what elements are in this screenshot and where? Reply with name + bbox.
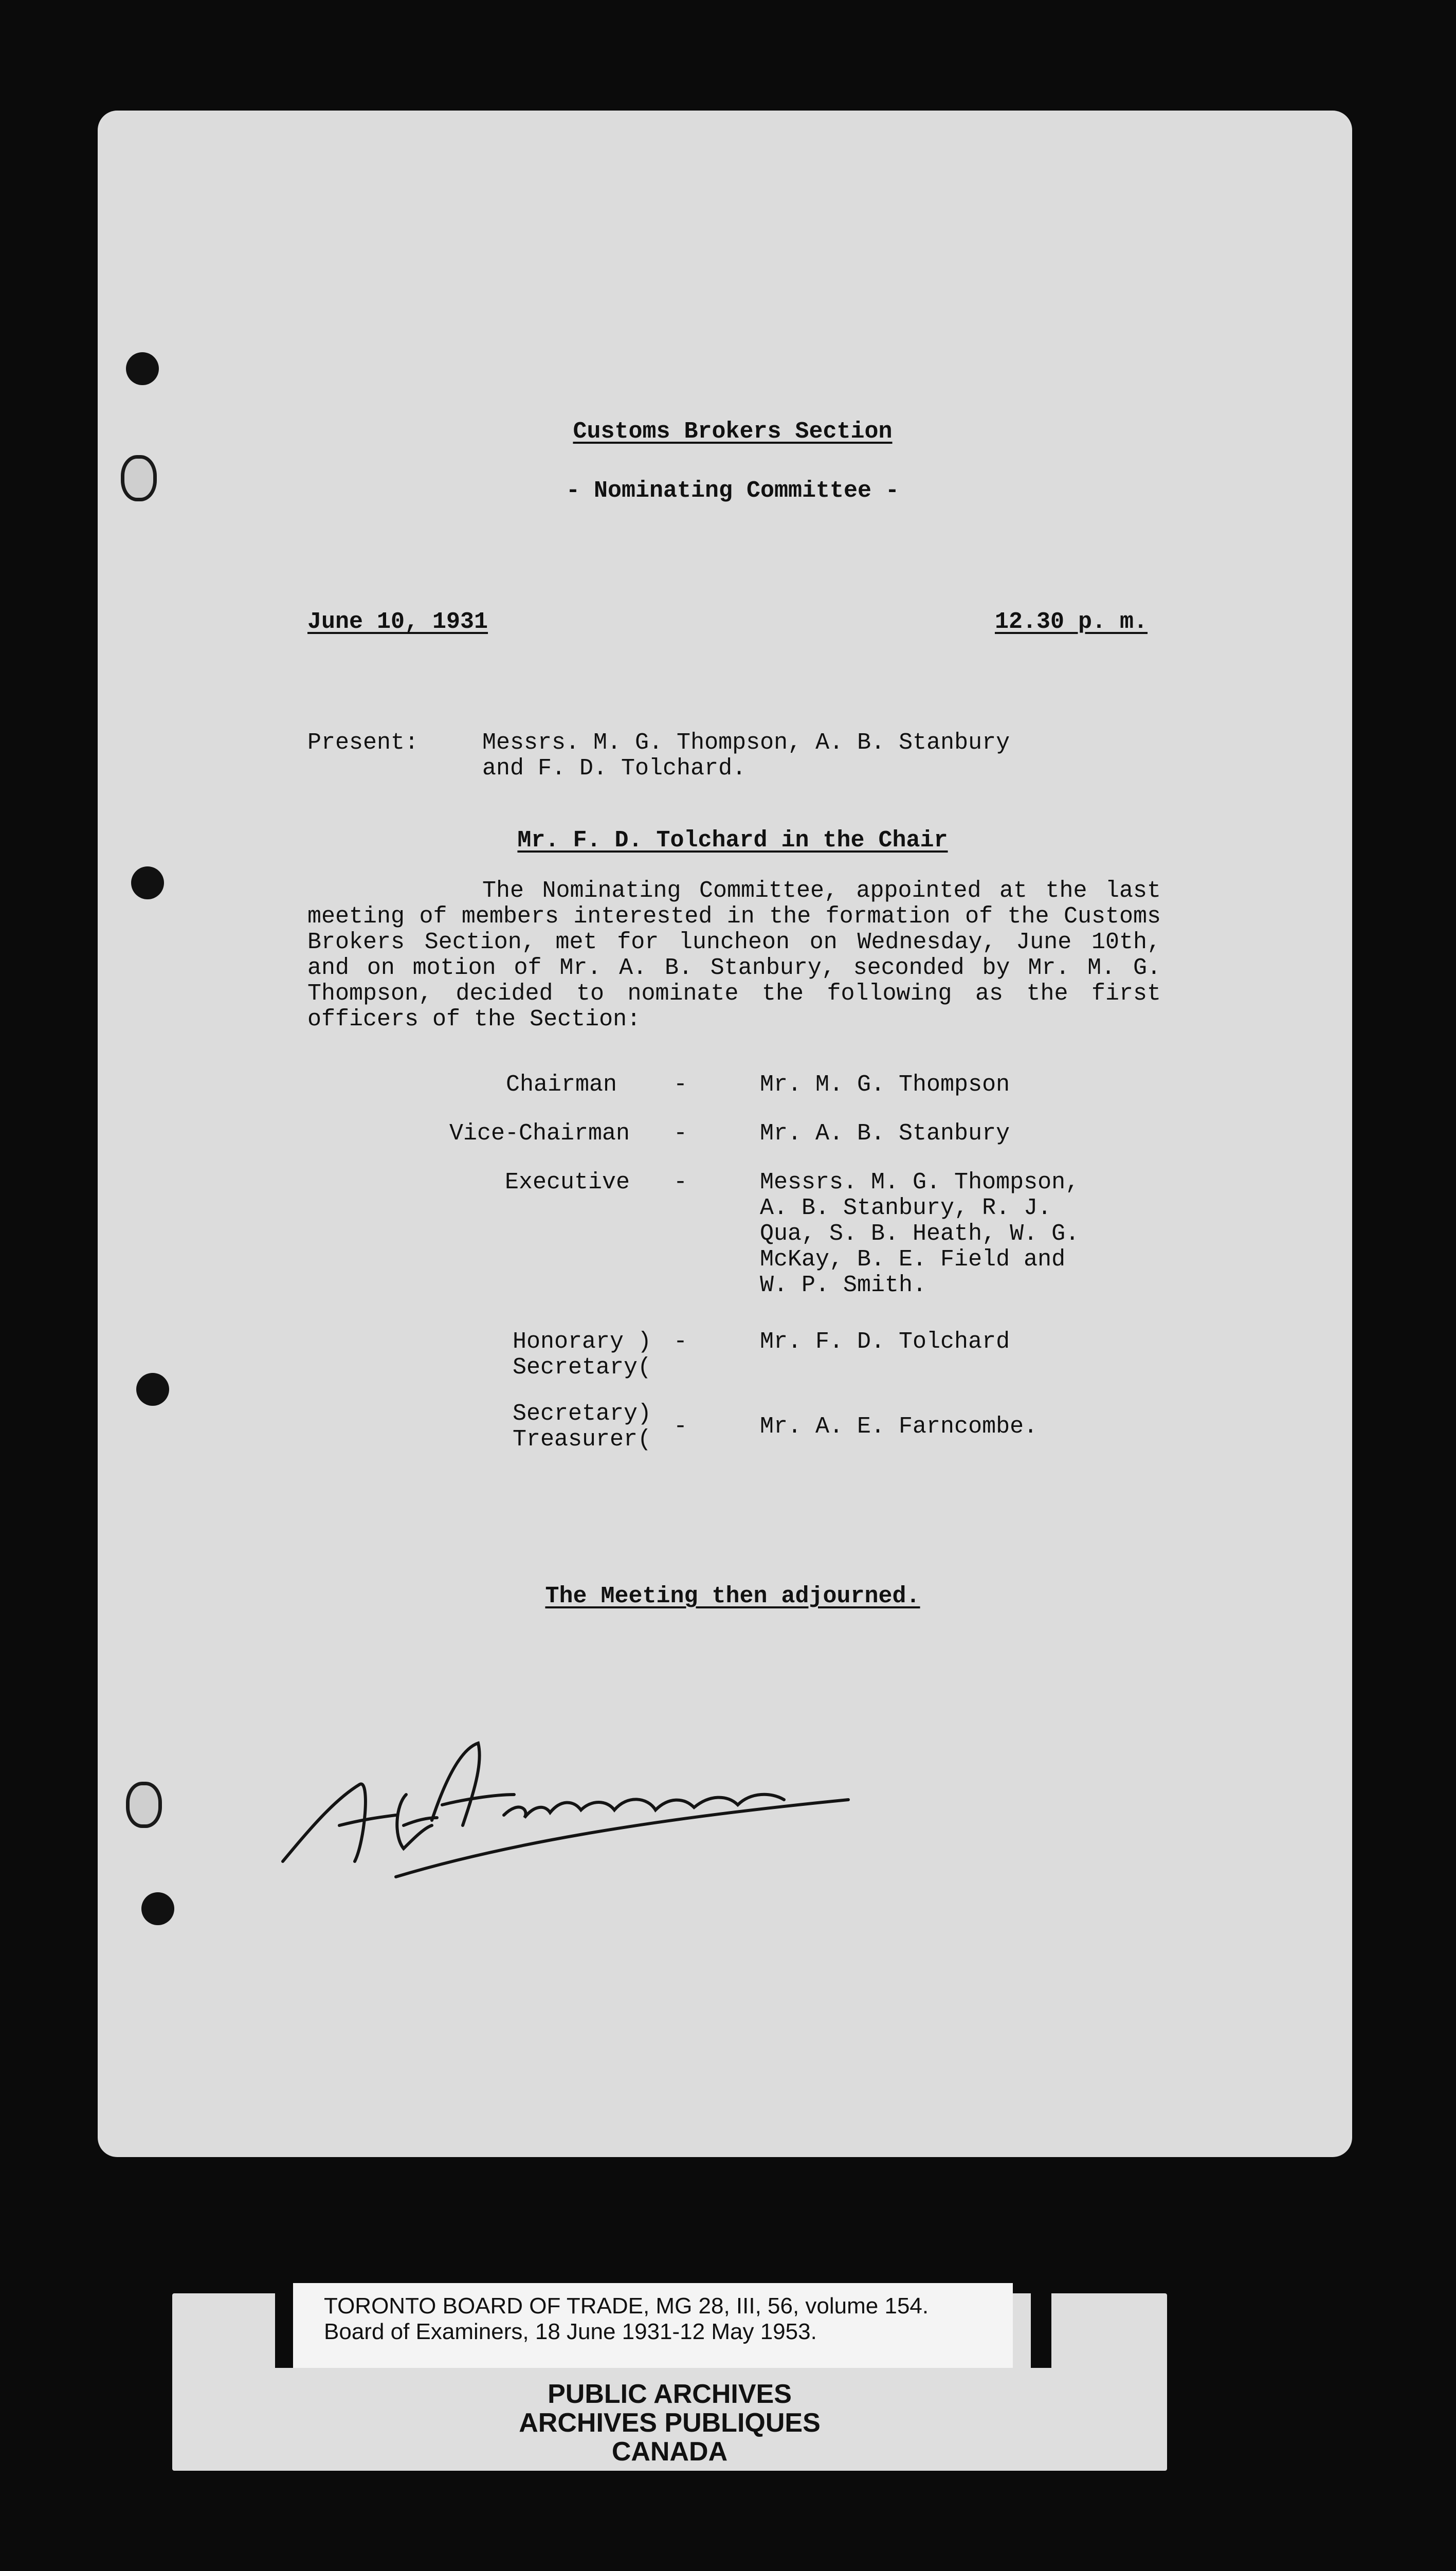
officer-dash: - — [674, 1072, 688, 1098]
officer-name: Messrs. M. G. Thompson, A. B. Stanbury, R. J. Qua, S. B. Heath, W. G. McKay, B. E. Field and W. P. Smith. — [760, 1169, 1080, 1298]
archive-reference-label — [293, 2283, 1013, 2368]
closing-line: The Meeting then adjourned. — [545, 1583, 920, 1609]
meeting-date: June 10, 1931 — [307, 609, 488, 635]
officer-role: Chairman — [505, 1072, 617, 1098]
punch-hole — [131, 866, 164, 899]
label-notch — [275, 2293, 293, 2368]
officer-name: Mr. M. G. Thompson — [760, 1072, 1010, 1098]
minutes-paragraph — [307, 878, 1161, 1033]
officer-role: Secretary) Treasurer( — [513, 1401, 652, 1453]
archive-stamp — [172, 2370, 1167, 2471]
officer-dash: - — [674, 1329, 688, 1355]
officer-dash: - — [674, 1169, 688, 1196]
punch-hole — [141, 1892, 174, 1925]
meeting-time: 12.30 p. m. — [995, 609, 1148, 635]
officer-role: Vice-Chairman — [449, 1120, 630, 1147]
officer-name: Mr. F. D. Tolchard — [760, 1329, 1010, 1355]
officer-dash: - — [674, 1120, 688, 1147]
officer-dash: - — [674, 1414, 688, 1440]
minutes-paragraph-text: The Nominating Committee, appointed at the last meeting of members interested in the formation of the Customs Brokers Section, met for luncheon on Wednesday, June 10th, and on motion of Mr. A. B. Stanbury, seconded by Mr. M. G. Thompson, decided to nominate the following as the first officers of the Section: — [307, 878, 1161, 1033]
present-line-1: Messrs. M. G. Thompson, A. B. Stanbury — [482, 730, 1010, 756]
label-notch — [1031, 2293, 1051, 2368]
punch-hole — [126, 352, 159, 385]
section-heading: Customs Brokers Section — [573, 419, 893, 445]
archive-reference-line-1: TORONTO BOARD OF TRADE, MG 28, III, 56, volume 154. — [324, 2293, 929, 2319]
officer-name: Mr. A. B. Stanbury — [760, 1120, 1010, 1147]
archive-stamp-line-3: CANADA — [611, 2437, 728, 2467]
signature — [278, 1728, 884, 1903]
officer-name: Mr. A. E. Farncombe. — [760, 1414, 1038, 1440]
archive-stamp-line-2: ARCHIVES PUBLIQUES — [519, 2408, 821, 2438]
committee-subheading: - Nominating Committee - — [566, 478, 900, 504]
punch-hole — [126, 1782, 162, 1828]
present-line-2: and F. D. Tolchard. — [482, 755, 747, 782]
punch-hole — [136, 1373, 169, 1406]
archive-reference-line-2: Board of Examiners, 18 June 1931-12 May 1953. — [324, 2319, 817, 2344]
punch-hole — [121, 455, 157, 501]
archive-stamp-line-1: PUBLIC ARCHIVES — [548, 2379, 792, 2409]
officer-role: Honorary ) Secretary( — [513, 1329, 652, 1381]
chair-line: Mr. F. D. Tolchard in the Chair — [517, 827, 948, 854]
present-label: Present: — [307, 730, 419, 756]
officer-role: Executive — [504, 1169, 630, 1196]
